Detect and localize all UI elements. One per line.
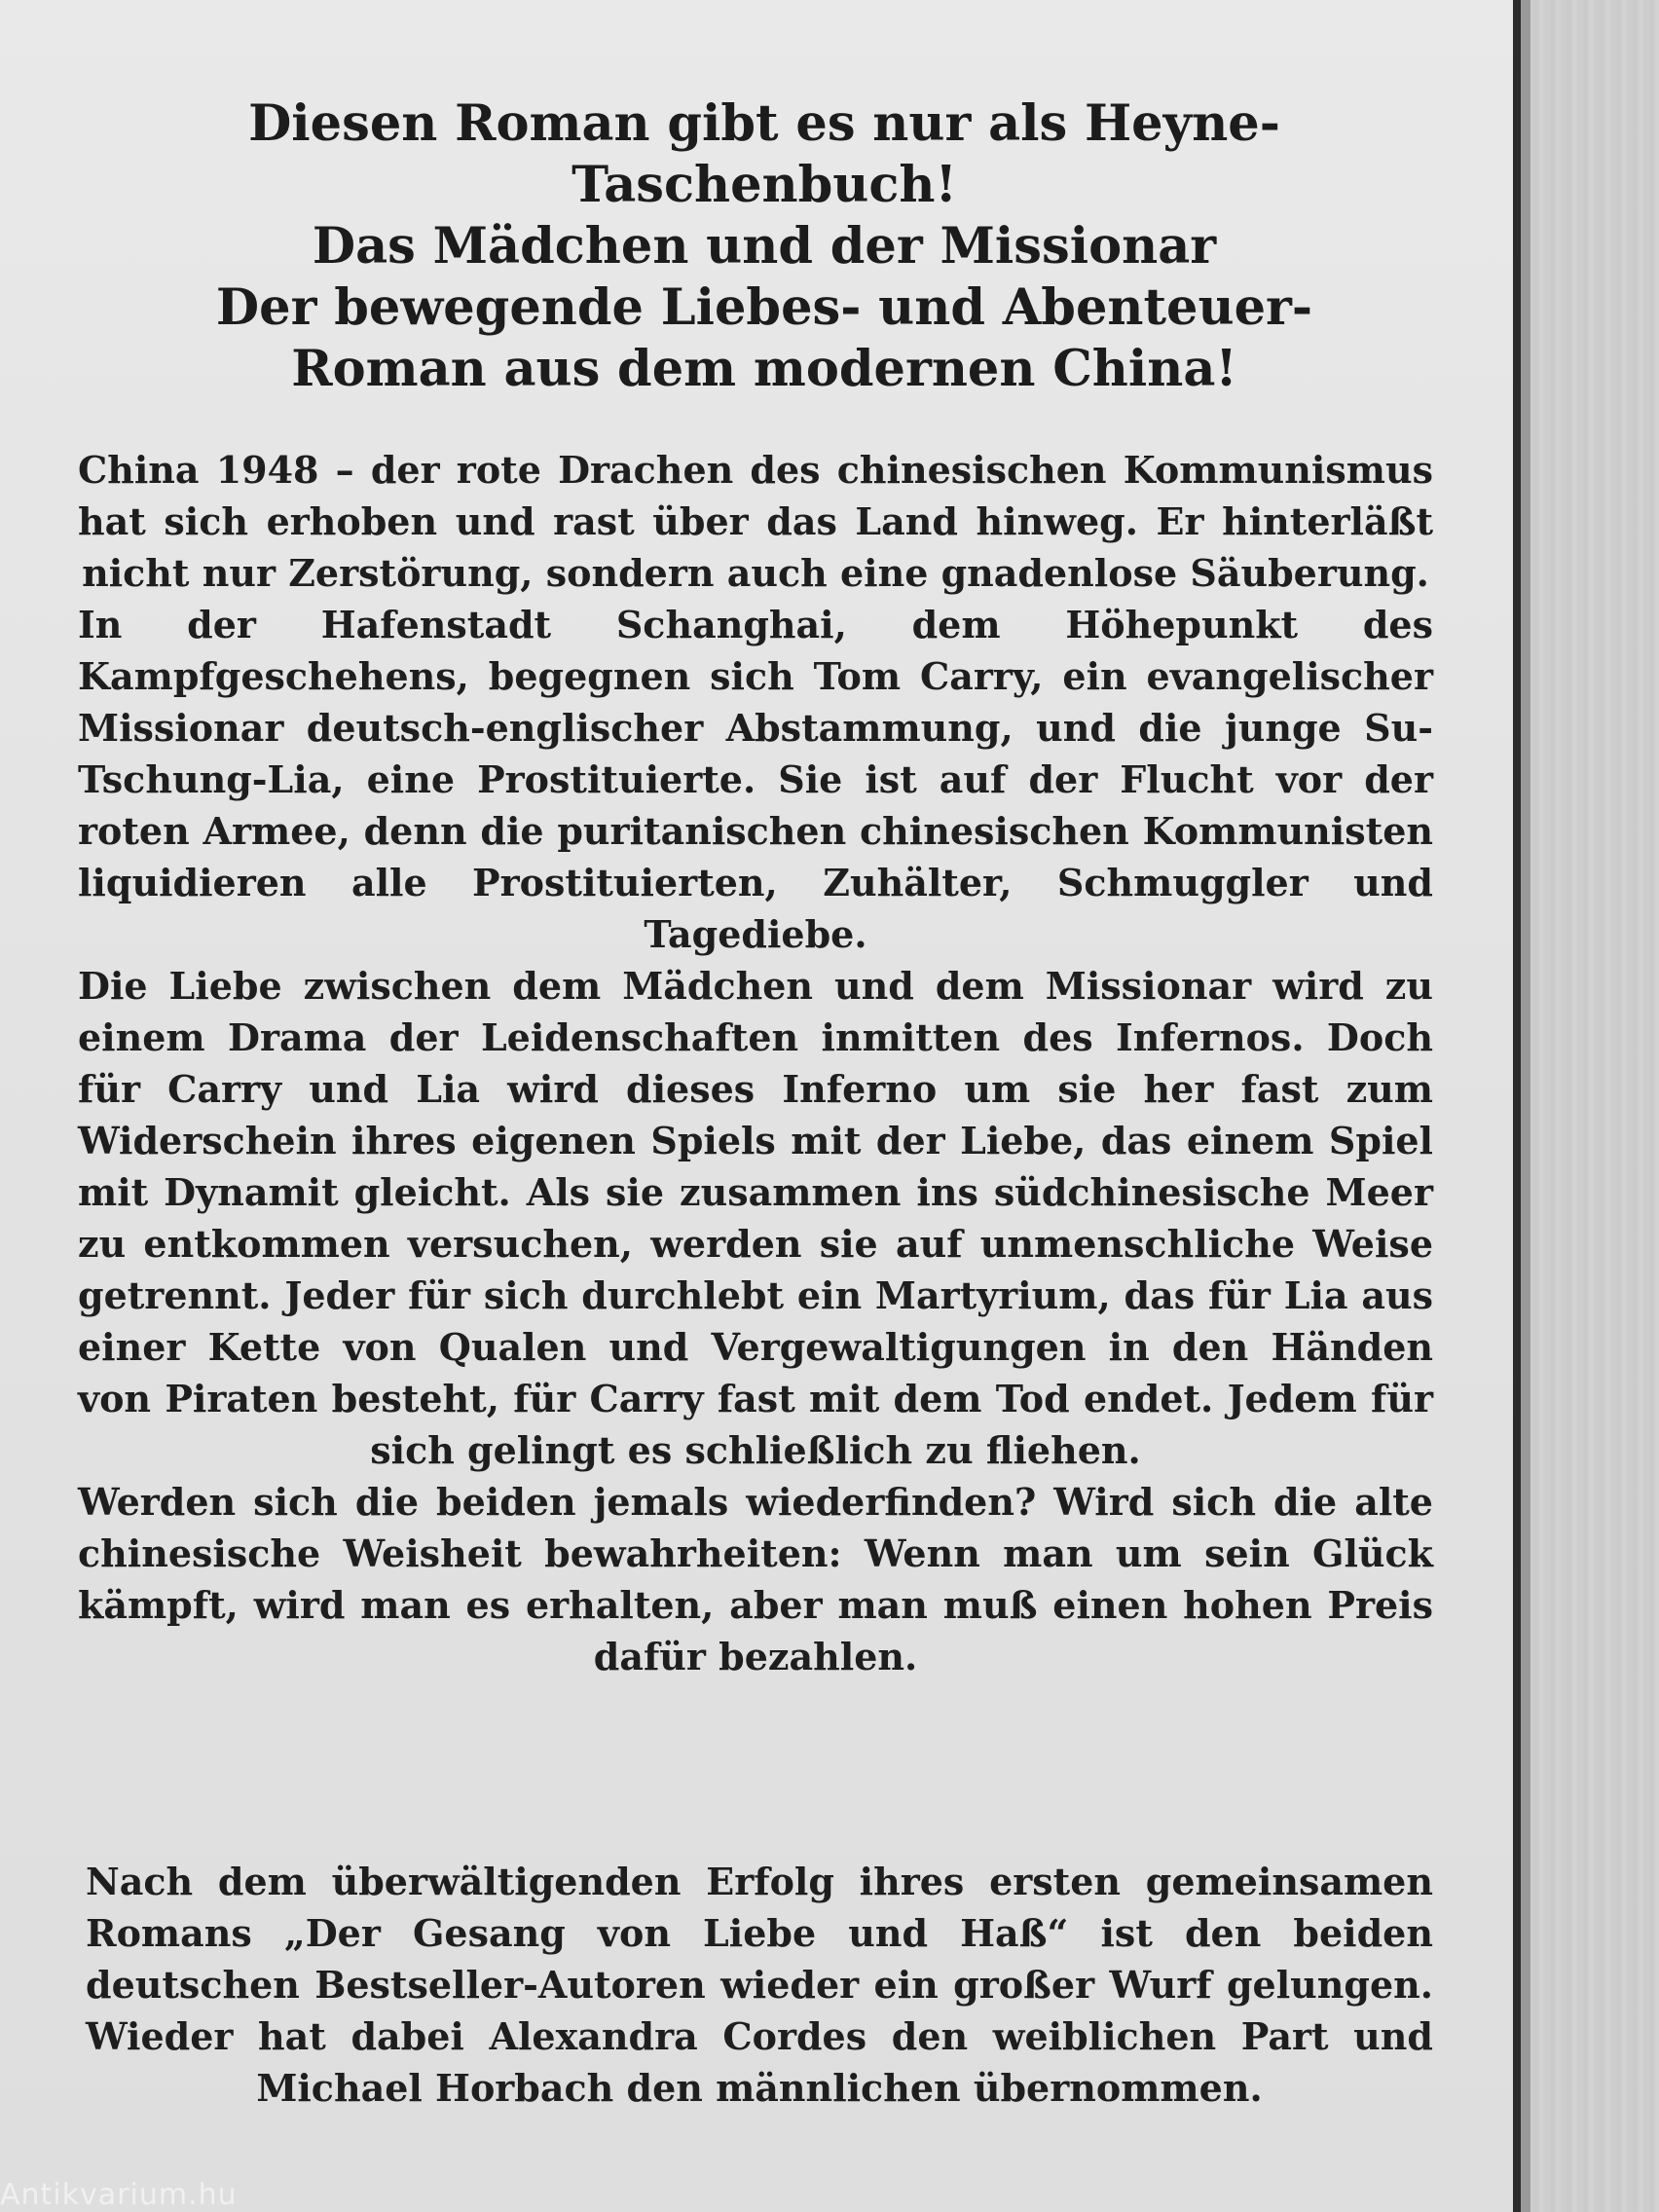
headline-line: Taschenbuch! [571, 156, 957, 214]
headline-line: Diesen Roman gibt es nur als Heyne- [248, 94, 1280, 153]
authors-note [86, 1856, 1433, 2114]
headline-line: Das Mädchen und der Missionar [312, 217, 1217, 276]
synopsis-paragraph: Werden sich die beiden jemals wiederfinden? Wird sich die alte chinesische Weisheit bewahrheiten: Wenn man um sein Glück kämpft, wird man es erhalten, aber man muß einen hohen Preis dafür bezahlen. [78, 1480, 1433, 1678]
synopsis-block [78, 444, 1433, 1682]
synopsis-paragraph: In der Hafenstadt Schanghai, dem Höhepunkt des Kampfgeschehens, begegnen sich Tom Carry, ein evangelischer Missionar deutsch-englischer Abstammung, und die junge Su-Tschung-Lia, eine Prostituierte. Sie ist auf der Flucht vor der roten Armee, denn die puritanischen chinesischen Kommunisten liquidieren alle Prostituierten, Zuhälter, Schmuggler und Tagediebe. [78, 603, 1433, 956]
book-spine-edge [1521, 0, 1530, 2212]
watermark-text: Antikvarium.hu [0, 2179, 238, 2212]
authors-note-paragraph: Nach dem überwältigenden Erfolg ihres ersten gemeinsamen Romans „Der Gesang von Liebe und Haß“ ist den beiden deutschen Bestseller-Autoren wieder ein großer Wurf gelungen. Wieder hat dabei Alexandra Cordes den weiblichen Part und Michael Horbach den männlichen übernommen. [86, 1860, 1433, 2110]
headline-line: Roman aus dem modernen China! [291, 340, 1237, 398]
synopsis-paragraph: Die Liebe zwischen dem Mädchen und dem Missionar wird zu einem Drama der Leidenschaften inmitten des Infernos. Doch für Carry und Lia wird dieses Inferno um sie her fast zum Widerschein ihres eigenen Spiels mit der Liebe, das einem Spiel mit Dynamit gleicht. Als sie zusammen ins südchinesische Meer zu entkommen versuchen, werden sie auf unmenschliche Weise getrennt. Jeder für sich durchlebt ein Martyrium, das für Lia aus einer Kette von Qualen und Vergewaltigungen in den Händen von Piraten besteht, für Carry fast mit dem Tod endet. Jedem für sich gelingt es schließlich zu fliehen. [78, 964, 1433, 1472]
synopsis-paragraph: China 1948 – der rote Drachen des chinesischen Kommunismus hat sich erhoben und rast über das Land hinweg. Er hinterläßt nicht nur Zerstörung, sondern auch eine gnadenlose Säuberung. [78, 448, 1433, 595]
background-surface [1530, 0, 1659, 2212]
cover-headline [78, 93, 1451, 400]
headline-line: Der bewegende Liebes- und Abenteuer- [215, 278, 1313, 337]
